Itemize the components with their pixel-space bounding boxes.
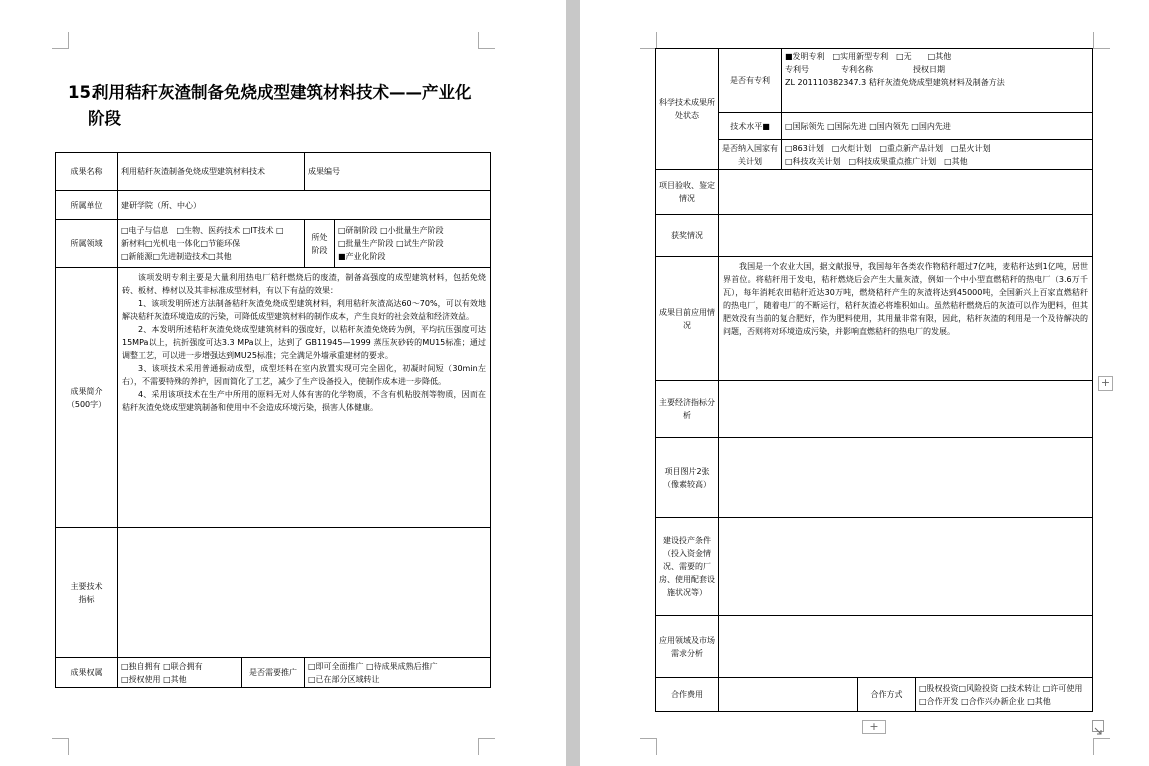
- patent-types: ■发明专利 □实用新型专利 □无 □其他: [785, 52, 952, 61]
- tech-label-line: 指标: [78, 594, 95, 604]
- field-options: [118, 220, 305, 268]
- intro-paragraph: 该项发明专利主要是大量利用热电厂秸秆燃烧后的废渣，制备高强度的成型建筑材料，包括免烧砖、板材、棒材以及其非标准成型材料，有以下有益的效果：: [122, 273, 486, 295]
- market-label: 应用领域及市场需求分析: [656, 616, 719, 678]
- promo-options-line: □即可全面推广 □待成果成熟后推广: [308, 661, 438, 671]
- market-value: [719, 616, 1093, 678]
- crop-mark: [1093, 738, 1110, 755]
- stage-label: 所处阶段: [305, 220, 335, 268]
- accept-label: 项目验收、鉴定情况: [656, 170, 719, 215]
- status-body: [719, 257, 1093, 381]
- crop-mark: [1093, 32, 1110, 49]
- intro-paragraph: 2、本发明所述秸秆灰渣免烧成型建筑材料的强度好，以秸秆灰渣免烧砖为例，平均抗压强度可达15MPa以上，抗折强度可达3.3 MPa以上，达到了 GB11945—1999 蒸压灰砂砖的MU15标准；通过调整工艺，可以进一步增强达到MU25标准；完全满足外墙承重建材的要求。: [122, 325, 486, 360]
- title-line-2: 阶段: [88, 109, 121, 128]
- crop-mark: [52, 738, 69, 755]
- coop-options-line: □合作开发 □合作兴办新企业 □其他: [919, 696, 1051, 706]
- level-options: □国际领先 □国际先进 □国内领先 □国内先进: [782, 113, 1093, 140]
- crop-mark: [640, 32, 657, 49]
- status-paragraph: 我国是一个农业大国，据文献报导，我国每年各类农作物秸秆超过7亿吨，麦秸秆达到1亿吨，居世界首位。将秸秆用于发电，秸秆燃烧后会产生大量灰渣，例如一个中小型直燃秸秆的热电厂（3.6万千瓦），每年消耗农田秸秆近达30万吨，燃烧秸秆产生的灰渣将达到45000吨，全国新兴上百家直燃秸秆的热电厂，随着电厂的不断运行，秸秆灰渣必将堆积如山。虽然秸秆燃烧后的灰渣可以作为肥料，但其肥效没有当前的复合肥好，作为肥料使用，其用量非常有限，因此，秸秆灰渣的利用是一个及待解决的问题，否则将对环境造成污染，并影响直燃秸秆的热电厂的发展。: [723, 262, 1088, 336]
- intro-body: [118, 268, 491, 528]
- tech-label-line: 主要技术: [70, 581, 103, 591]
- right-page: [580, 0, 1149, 766]
- econ-label: 主要经济指标分析: [656, 381, 719, 438]
- econ-value: [719, 381, 1093, 438]
- left-page: [0, 0, 566, 766]
- invest-label: 建设投产条件（投入资金情况、需要的厂房、使用配套设施状况等）: [656, 518, 719, 616]
- patent-value: ZL 201110382347.3 秸秆灰渣免烧成型建筑材料及制备方法: [785, 78, 1005, 87]
- name-label: 成果名称: [56, 153, 118, 191]
- plan-label: 是否纳入国家有关计划: [719, 140, 782, 170]
- accept-value: [719, 170, 1093, 215]
- promo-options: [305, 658, 491, 688]
- plan-options-line: □863计划 □火炬计划 □重点新产品计划 □星火计划: [785, 143, 991, 153]
- intro-label: [56, 268, 118, 528]
- rights-options: [118, 658, 242, 688]
- coop-options-line: □股权投资□风险投资 □技术转让 □许可使用: [919, 683, 1083, 693]
- stage-options-line: □研制阶段 □小批量生产阶段: [338, 226, 444, 235]
- plan-options-line: □科技攻关计划 □科技成果重点推广计划 □其他: [785, 156, 968, 166]
- status-label: 成果目前应用情况: [656, 257, 719, 381]
- intro-paragraph: 4、采用该项技术在生产中所用的原料无对人体有害的化学物质，不含有机粘胶剂等物质，因而在秸秆灰渣免烧成型建筑制备和使用中不会造成环境污染，损害人体健康。: [122, 390, 486, 412]
- crop-mark: [640, 738, 657, 755]
- patent-group-label: 科学技术成果所处状态: [656, 49, 719, 170]
- crop-mark: [52, 32, 69, 49]
- tech-value: [118, 528, 491, 658]
- rights-label: 成果权属: [56, 658, 118, 688]
- table-resize-handle[interactable]: [1092, 720, 1104, 732]
- photo-value: [719, 438, 1093, 518]
- award-label: 获奖情况: [656, 215, 719, 257]
- level-label: 技术水平■: [719, 113, 782, 140]
- cost-label: 合作费用: [656, 678, 719, 712]
- intro-paragraph: 3、该项技术采用普通振动成型，成型坯料在室内放置实现可完全固化，初凝时间短（30min左右），不需要特殊的养护，因而简化了工艺，减少了生产设备投入，使制作成本进一步降低。: [122, 364, 486, 386]
- unit-label: 所属单位: [56, 191, 118, 220]
- field-options-line: □新能源□先进制造技术□其他: [121, 252, 232, 261]
- patent-headers: 专利号 专利名称 授权日期: [785, 65, 945, 74]
- add-column-button[interactable]: +: [1098, 376, 1113, 391]
- unit-value: 建研学院（所、中心）: [118, 191, 491, 220]
- stage-options-line: □批量生产阶段 □试生产阶段: [338, 239, 444, 248]
- intro-paragraph: 1、该项发明所述方法制备秸秆灰渣免烧成型建筑材料，利用秸秆灰渣高达60～70%，可以有效地解决秸秆灰渣环境造成的污染，可降低成型建筑材料的制作成本，产生良好的社会效益和经济效益。: [122, 299, 486, 321]
- patent-label: 是否有专利: [719, 49, 782, 113]
- rights-options-line: □独自拥有 □联合拥有: [121, 661, 203, 671]
- cost-value: [719, 678, 858, 712]
- name-value: 利用秸秆灰渣制备免烧成型建筑材料技术: [118, 153, 305, 191]
- intro-label-text: 成果简介: [70, 386, 103, 396]
- field-options-line: 新材料□光机电一体化□节能环保: [121, 239, 241, 248]
- code-label: 成果编号: [305, 153, 491, 191]
- award-value: [719, 215, 1093, 257]
- page-gutter: [566, 0, 580, 766]
- photo-label: 项目图片2张（像素较高）: [656, 438, 719, 518]
- coop-options: [916, 678, 1093, 712]
- resize-icon: [1093, 726, 1103, 736]
- field-options-line: □电子与信息 □生物、医药技术 □IT技术 □: [121, 226, 284, 235]
- intro-label-sub: （500字）: [66, 399, 107, 409]
- add-row-button[interactable]: +: [862, 720, 886, 734]
- title-number: 15.: [68, 83, 98, 102]
- stage-options-line: ■产业化阶段: [338, 252, 386, 261]
- title-line-1: 利用秸秆灰渣制备免烧成型建筑材料技术——产业化: [92, 83, 472, 102]
- crop-mark: [478, 738, 495, 755]
- promo-label: 是否需要推广: [242, 658, 305, 688]
- coop-label: 合作方式: [858, 678, 916, 712]
- document-title: [68, 80, 488, 132]
- achievement-table: [55, 152, 491, 688]
- stage-options: [335, 220, 491, 268]
- field-label: 所属领域: [56, 220, 118, 268]
- plan-options: [782, 140, 1093, 170]
- invest-value: [719, 518, 1093, 616]
- crop-mark: [478, 32, 495, 49]
- rights-options-line: □授权使用 □其他: [121, 674, 187, 684]
- promo-options-line: □已在部分区域转让: [308, 674, 380, 684]
- tech-label: [56, 528, 118, 658]
- status-table: [655, 48, 1093, 712]
- patent-info: [782, 49, 1093, 113]
